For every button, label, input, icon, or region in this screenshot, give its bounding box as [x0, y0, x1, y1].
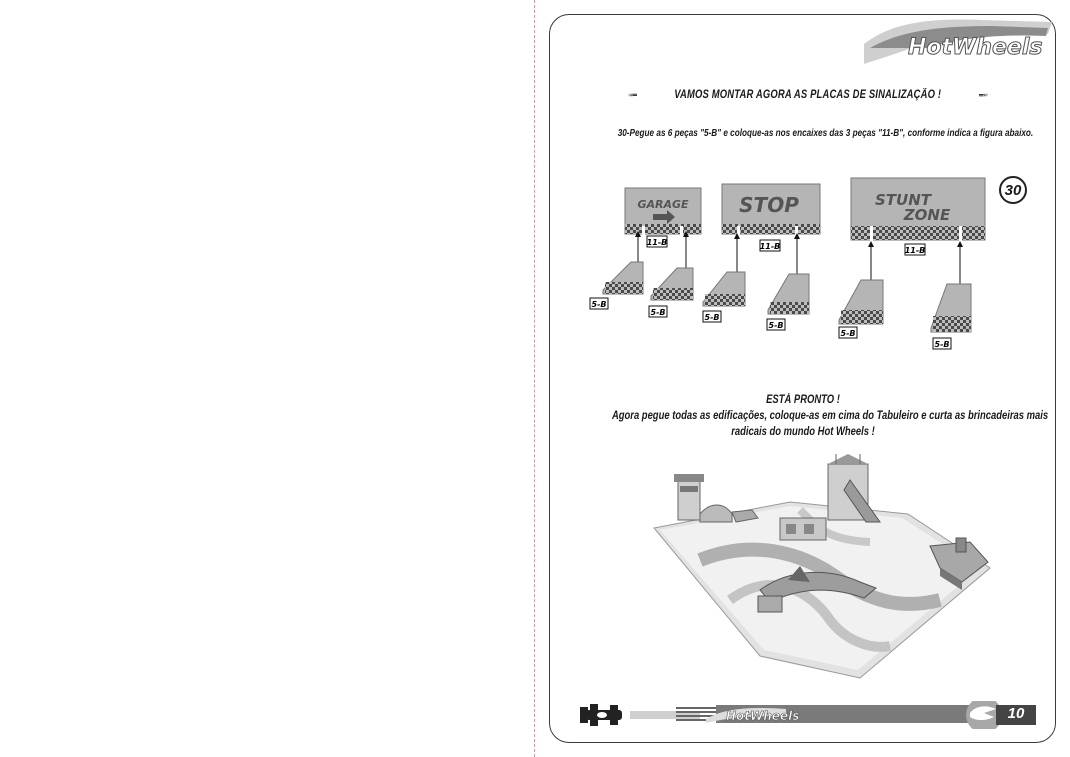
part-label-11b: 11-B [646, 238, 668, 247]
step-number: 30 [1004, 181, 1022, 199]
ready-message [570, 392, 1049, 440]
part-label-11b: 11-B [759, 242, 781, 251]
part-label-5b: 5-B [650, 308, 666, 317]
base-pieces [603, 262, 971, 332]
section-heading [628, 86, 988, 104]
part-label-5b: 5-B [768, 321, 784, 330]
ready-line-1: Agora pegue todas as edificações, coloque-as em cima do Tabuleiro e curta as brincadeiras mais [611, 410, 1049, 422]
ready-title: ESTÁ PRONTO ! [766, 394, 840, 406]
stunt-zone-sign [851, 178, 985, 242]
part-label-11b: 11-B [904, 246, 926, 255]
section-heading-text: VAMOS MONTAR AGORA AS PLACAS DE SINALIZAÇÃO ! [674, 89, 942, 101]
race-car-icon [580, 704, 622, 726]
signs-assembly-illustration [585, 170, 995, 360]
hot-wheels-logo [862, 14, 1058, 70]
svg-text:HotWheels: HotWheels [726, 709, 800, 723]
part-label-5b: 5-B [591, 300, 607, 309]
garage-sign [625, 188, 701, 236]
page-number: 10 [1007, 705, 1025, 722]
tower-building [674, 474, 758, 522]
left-stripes-icon [628, 89, 637, 101]
ready-line-2: radicais do mundo Hot Wheels ! [731, 426, 875, 438]
garage-sign-text: GARAGE [637, 198, 689, 211]
fold-cut-line [534, 0, 535, 757]
footer-bar [576, 701, 1036, 729]
stop-sign [722, 184, 820, 236]
step-instruction: 30-Pegue as 6 peças "5-B" e coloque-as nos encaixes das 3 peças "11-B", conforme indica a figura abaixo. [617, 127, 1034, 139]
stop-sign-text: STOP [739, 193, 799, 217]
garage-building [780, 518, 826, 540]
right-stripes-icon [979, 89, 988, 101]
assembled-board-illustration [640, 450, 1020, 680]
step-number-badge [999, 176, 1027, 204]
svg-text:HotWheels: HotWheels [908, 35, 1043, 60]
part-label-5b: 5-B [704, 313, 720, 322]
part-label-5b: 5-B [934, 340, 950, 349]
part-label-5b: 5-B [840, 329, 856, 338]
ramp-tower [828, 454, 880, 522]
stunt-sign-text-line1: STUNT [874, 191, 932, 209]
stunt-sign-text-line2: ZONE [903, 206, 951, 224]
